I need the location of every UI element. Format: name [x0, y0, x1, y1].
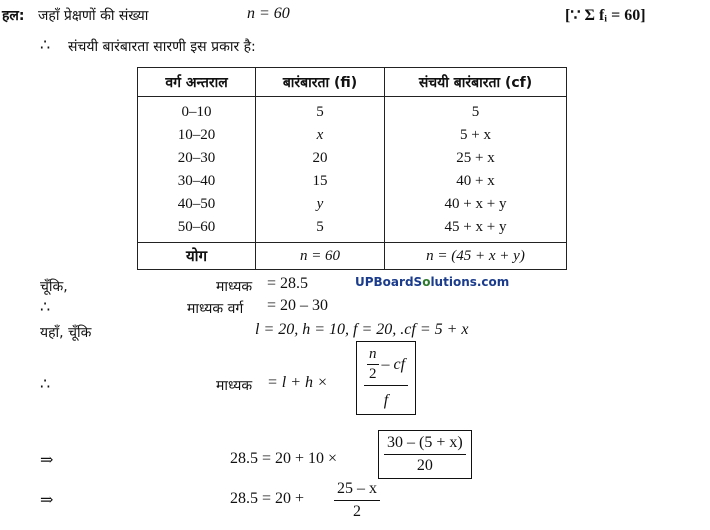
- therefore-symbol: ∴: [40, 376, 51, 393]
- sum-note: [∵ Σ fᵢ = 60]: [565, 7, 646, 24]
- step2-lhs: 28.5 = 20 +: [230, 490, 305, 507]
- hal-label: हल:: [2, 8, 25, 24]
- cell-interval: 0–10: [138, 97, 256, 125]
- cell-cf: 45 + x + y: [385, 216, 567, 243]
- cell-frequency: 5: [256, 216, 385, 243]
- table-row: [138, 97, 567, 125]
- step1-fraction: $\frac{30 - (5 + x)}{20}$: [384, 434, 466, 475]
- median-formula-fraction: $\frac{n}{2}$ – cf f: [364, 346, 408, 410]
- median-value: = 28.5: [267, 275, 309, 292]
- cell-frequency: y: [256, 193, 385, 216]
- total-cf: n = (45 + x + y): [385, 243, 567, 270]
- cell-interval: 40–50: [138, 193, 256, 216]
- given-values: l = 20, h = 10, f = 20, .cf = 5 + x: [255, 321, 469, 338]
- cell-cf: 40 + x + y: [385, 193, 567, 216]
- therefore-symbol: ∴: [40, 299, 51, 316]
- total-frequency: n = 60: [256, 243, 385, 270]
- cell-frequency: 20: [256, 147, 385, 170]
- cell-frequency: 5: [256, 97, 385, 125]
- therefore-symbol: ∴: [40, 37, 51, 54]
- formula-lhs: = l + h ×: [267, 374, 328, 391]
- median-term: माध्यक: [216, 378, 253, 394]
- n-equation: n = 60: [247, 5, 290, 22]
- table-row: [138, 170, 567, 193]
- step1-lhs: 28.5 = 20 + 10 ×: [230, 450, 338, 467]
- since-label: चूँकि,: [40, 279, 68, 295]
- step1-bracket: [378, 430, 472, 479]
- table-row: [138, 216, 567, 243]
- header-class-interval: वर्ग अन्तराल: [138, 68, 256, 97]
- table-row: [138, 193, 567, 216]
- cell-cf: 25 + x: [385, 147, 567, 170]
- median-term: माध्यक: [216, 279, 253, 295]
- total-label: योग: [138, 243, 256, 270]
- cell-interval: 20–30: [138, 147, 256, 170]
- cell-interval: 10–20: [138, 124, 256, 147]
- implies-arrow: ⇒: [40, 452, 54, 469]
- median-class-term: माध्यक वर्ग: [187, 301, 244, 317]
- cell-cf: 5 + x: [385, 124, 567, 147]
- table-row: [138, 124, 567, 147]
- cell-frequency: 15: [256, 170, 385, 193]
- cell-cf: 5: [385, 97, 567, 125]
- header-cumulative-frequency: संचयी बारंबारता (cf): [385, 68, 567, 97]
- cell-interval: 30–40: [138, 170, 256, 193]
- watermark: UPBoardSolutions.com: [355, 275, 510, 289]
- header-frequency: बारंबारता (fi): [256, 68, 385, 97]
- median-class-value: = 20 – 30: [267, 297, 329, 314]
- n-over-2: $\frac{n}{2}$: [369, 346, 377, 382]
- implies-arrow: ⇒: [40, 492, 54, 509]
- median-formula-bracket: [356, 341, 416, 415]
- cell-interval: 50–60: [138, 216, 256, 243]
- cell-frequency: x: [256, 124, 385, 147]
- intro-text: संचयी बारंबारता सारणी इस प्रकार है:: [68, 39, 256, 55]
- step2-fraction: $\frac{25 - x}{2}$: [334, 480, 380, 521]
- cell-cf: 40 + x: [385, 170, 567, 193]
- observations-text: जहाँ प्रेक्षणों की संख्या: [38, 8, 149, 24]
- frequency-table: [137, 67, 567, 270]
- total-row: [138, 243, 567, 270]
- here-since-label: यहाँ, चूँकि: [40, 325, 92, 341]
- table-row: [138, 147, 567, 170]
